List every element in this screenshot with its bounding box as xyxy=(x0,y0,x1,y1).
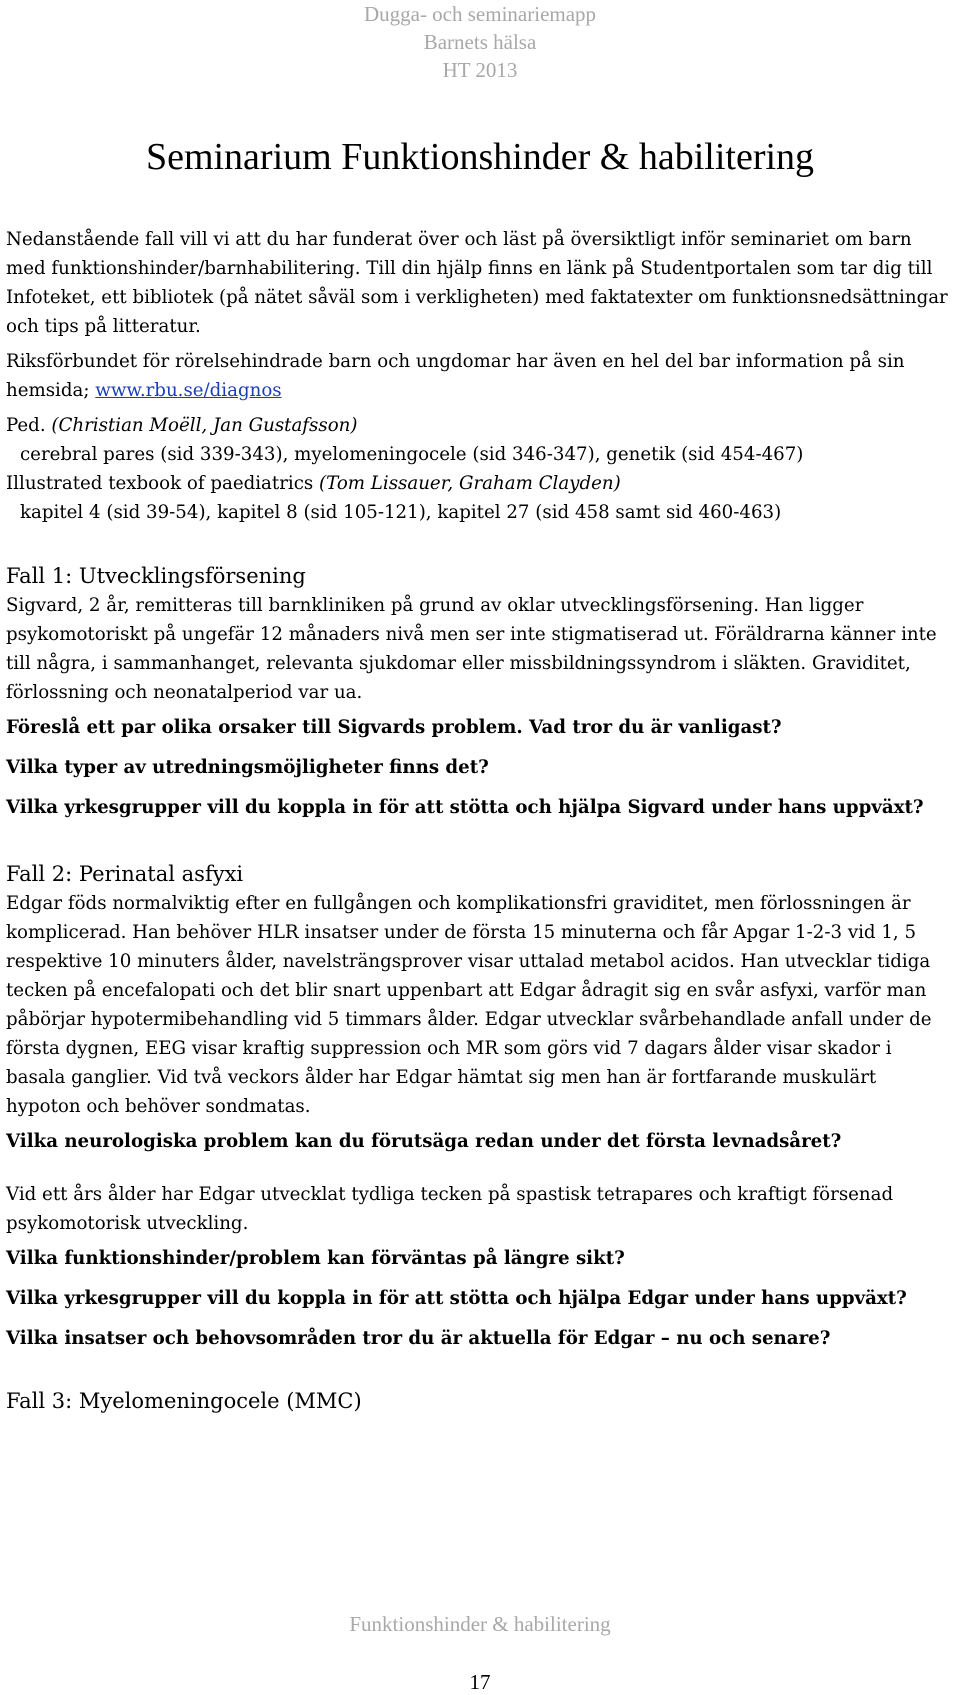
case-2-question-4: Vilka insatser och behovsområden tror du är aktuella för Edgar – nu och senare? xyxy=(6,1328,831,1349)
rbu-link[interactable]: www.rbu.se/diagnos xyxy=(95,380,282,401)
case-2-heading: Fall 2: Perinatal asfyxi xyxy=(6,862,244,886)
case-2-question-3: Vilka yrkesgrupper vill du koppla in för att stötta och hjälpa Edgar under hans uppväxt? xyxy=(6,1288,907,1309)
case-2-text: Edgar föds normalviktig efter en fullgången och komplikationsfri graviditet, men förlossningen är komplicerad. Han behöver HLR insatser under de första 15 minuterna och får Apgar 1-2-3 vid 1, 5 respektive 10 minuters ålder, navelsträngsprover visar uttalad metabol acidos. Han utvecklar tidiga tecken på encefalopati och det blir snart uppenbart att Edgar ådragit sig en svår asfyxi, varför man påbörjar hypotermibehandling vid 5 timmars ålder. Edgar utvecklar svårbehandlade anfall under de första dygnen, EEG visar kraftig suppression och MR som görs vid 7 dagars ålder visar skador i basala ganglier. Vid två veckors ålder har Edgar hämtat sig men han är fortfarande muskulärt hypoton och behöver sondmatas. xyxy=(6,893,932,1117)
rbu-text: Riksförbundet för rörelsehindrade barn och ungdomar har även en hel del bar information på sin hemsida; xyxy=(6,351,905,401)
ref-ped-authors: (Christian Moëll, Jan Gustafsson) xyxy=(51,415,358,436)
case-1-text: Sigvard, 2 år, remitteras till barnkliniken på grund av oklar utvecklingsförsening. Han ligger psykomotoriskt på ungefär 12 månaders nivå men ser inte stigmatiserad ut. Föräldrarna känner inte till några, i sammanhanget, relevanta sjukdomar eller missbildningssyndrom i släkten. Graviditet, förlossning och neonatalperiod var ua. xyxy=(6,595,937,703)
header-course-name: Barnets hälsa xyxy=(423,30,537,54)
page-footer: Funktionshinder & habilitering xyxy=(349,1612,611,1636)
document-body xyxy=(6,225,951,1416)
case-3-heading: Fall 3: Myelomeningocele (MMC) xyxy=(6,1389,362,1413)
page-header xyxy=(0,0,960,84)
page-number: 17 xyxy=(469,1670,491,1694)
header-course-folder: Dugga- och seminariemapp xyxy=(363,2,597,26)
case-2-question-2: Vilka funktionshinder/problem kan förväntas på längre sikt? xyxy=(6,1248,625,1269)
ref-ped-title xyxy=(6,411,951,440)
page-title: Seminarium Funktionshinder & habilitering xyxy=(145,136,815,178)
ref-ped-label: Ped. xyxy=(6,415,52,436)
ref-ill-pages: kapitel 4 (sid 39-54), kapitel 8 (sid 105-121), kapitel 27 (sid 458 samt sid 460-463) xyxy=(20,502,782,523)
case-1-heading: Fall 1: Utvecklingsförsening xyxy=(6,564,306,588)
case-1-question-2: Vilka typer av utredningsmöjligheter finns det? xyxy=(6,757,489,778)
case-1-question-3: Vilka yrkesgrupper vill du koppla in för att stötta och hjälpa Sigvard under hans uppväxt? xyxy=(6,797,924,818)
ref-ill-label: Illustrated texbook of paediatrics xyxy=(6,473,320,494)
ref-ill-authors: (Tom Lissauer, Graham Clayden) xyxy=(319,473,621,494)
header-term: HT 2013 xyxy=(442,58,518,82)
case-2-question-1: Vilka neurologiska problem kan du förutsäga redan under det första levnadsåret? xyxy=(6,1131,842,1152)
case-1-question-1: Föreslå ett par olika orsaker till Sigvards problem. Vad tror du är vanligast? xyxy=(6,717,782,738)
ref-ill-title xyxy=(6,469,951,498)
ref-ped-pages: cerebral pares (sid 339-343), myelomeningocele (sid 346-347), genetik (sid 454-467) xyxy=(20,444,804,465)
case-2-text-2: Vid ett års ålder har Edgar utvecklat tydliga tecken på spastisk tetrapares och kraftigt försenad psykomotorisk utveckling. xyxy=(6,1184,894,1234)
rbu-paragraph xyxy=(6,347,951,405)
intro-paragraph: Nedanstående fall vill vi att du har funderat över och läst på översiktligt inför seminariet om barn med funktionshinder/barnhabilitering. Till din hjälp finns en länk på Studentportalen som tar dig till Infoteket, ett bibliotek (på nätet såväl som i verkligheten) med faktatexter om funktionsnedsättningar och tips på litteratur. xyxy=(6,229,948,337)
